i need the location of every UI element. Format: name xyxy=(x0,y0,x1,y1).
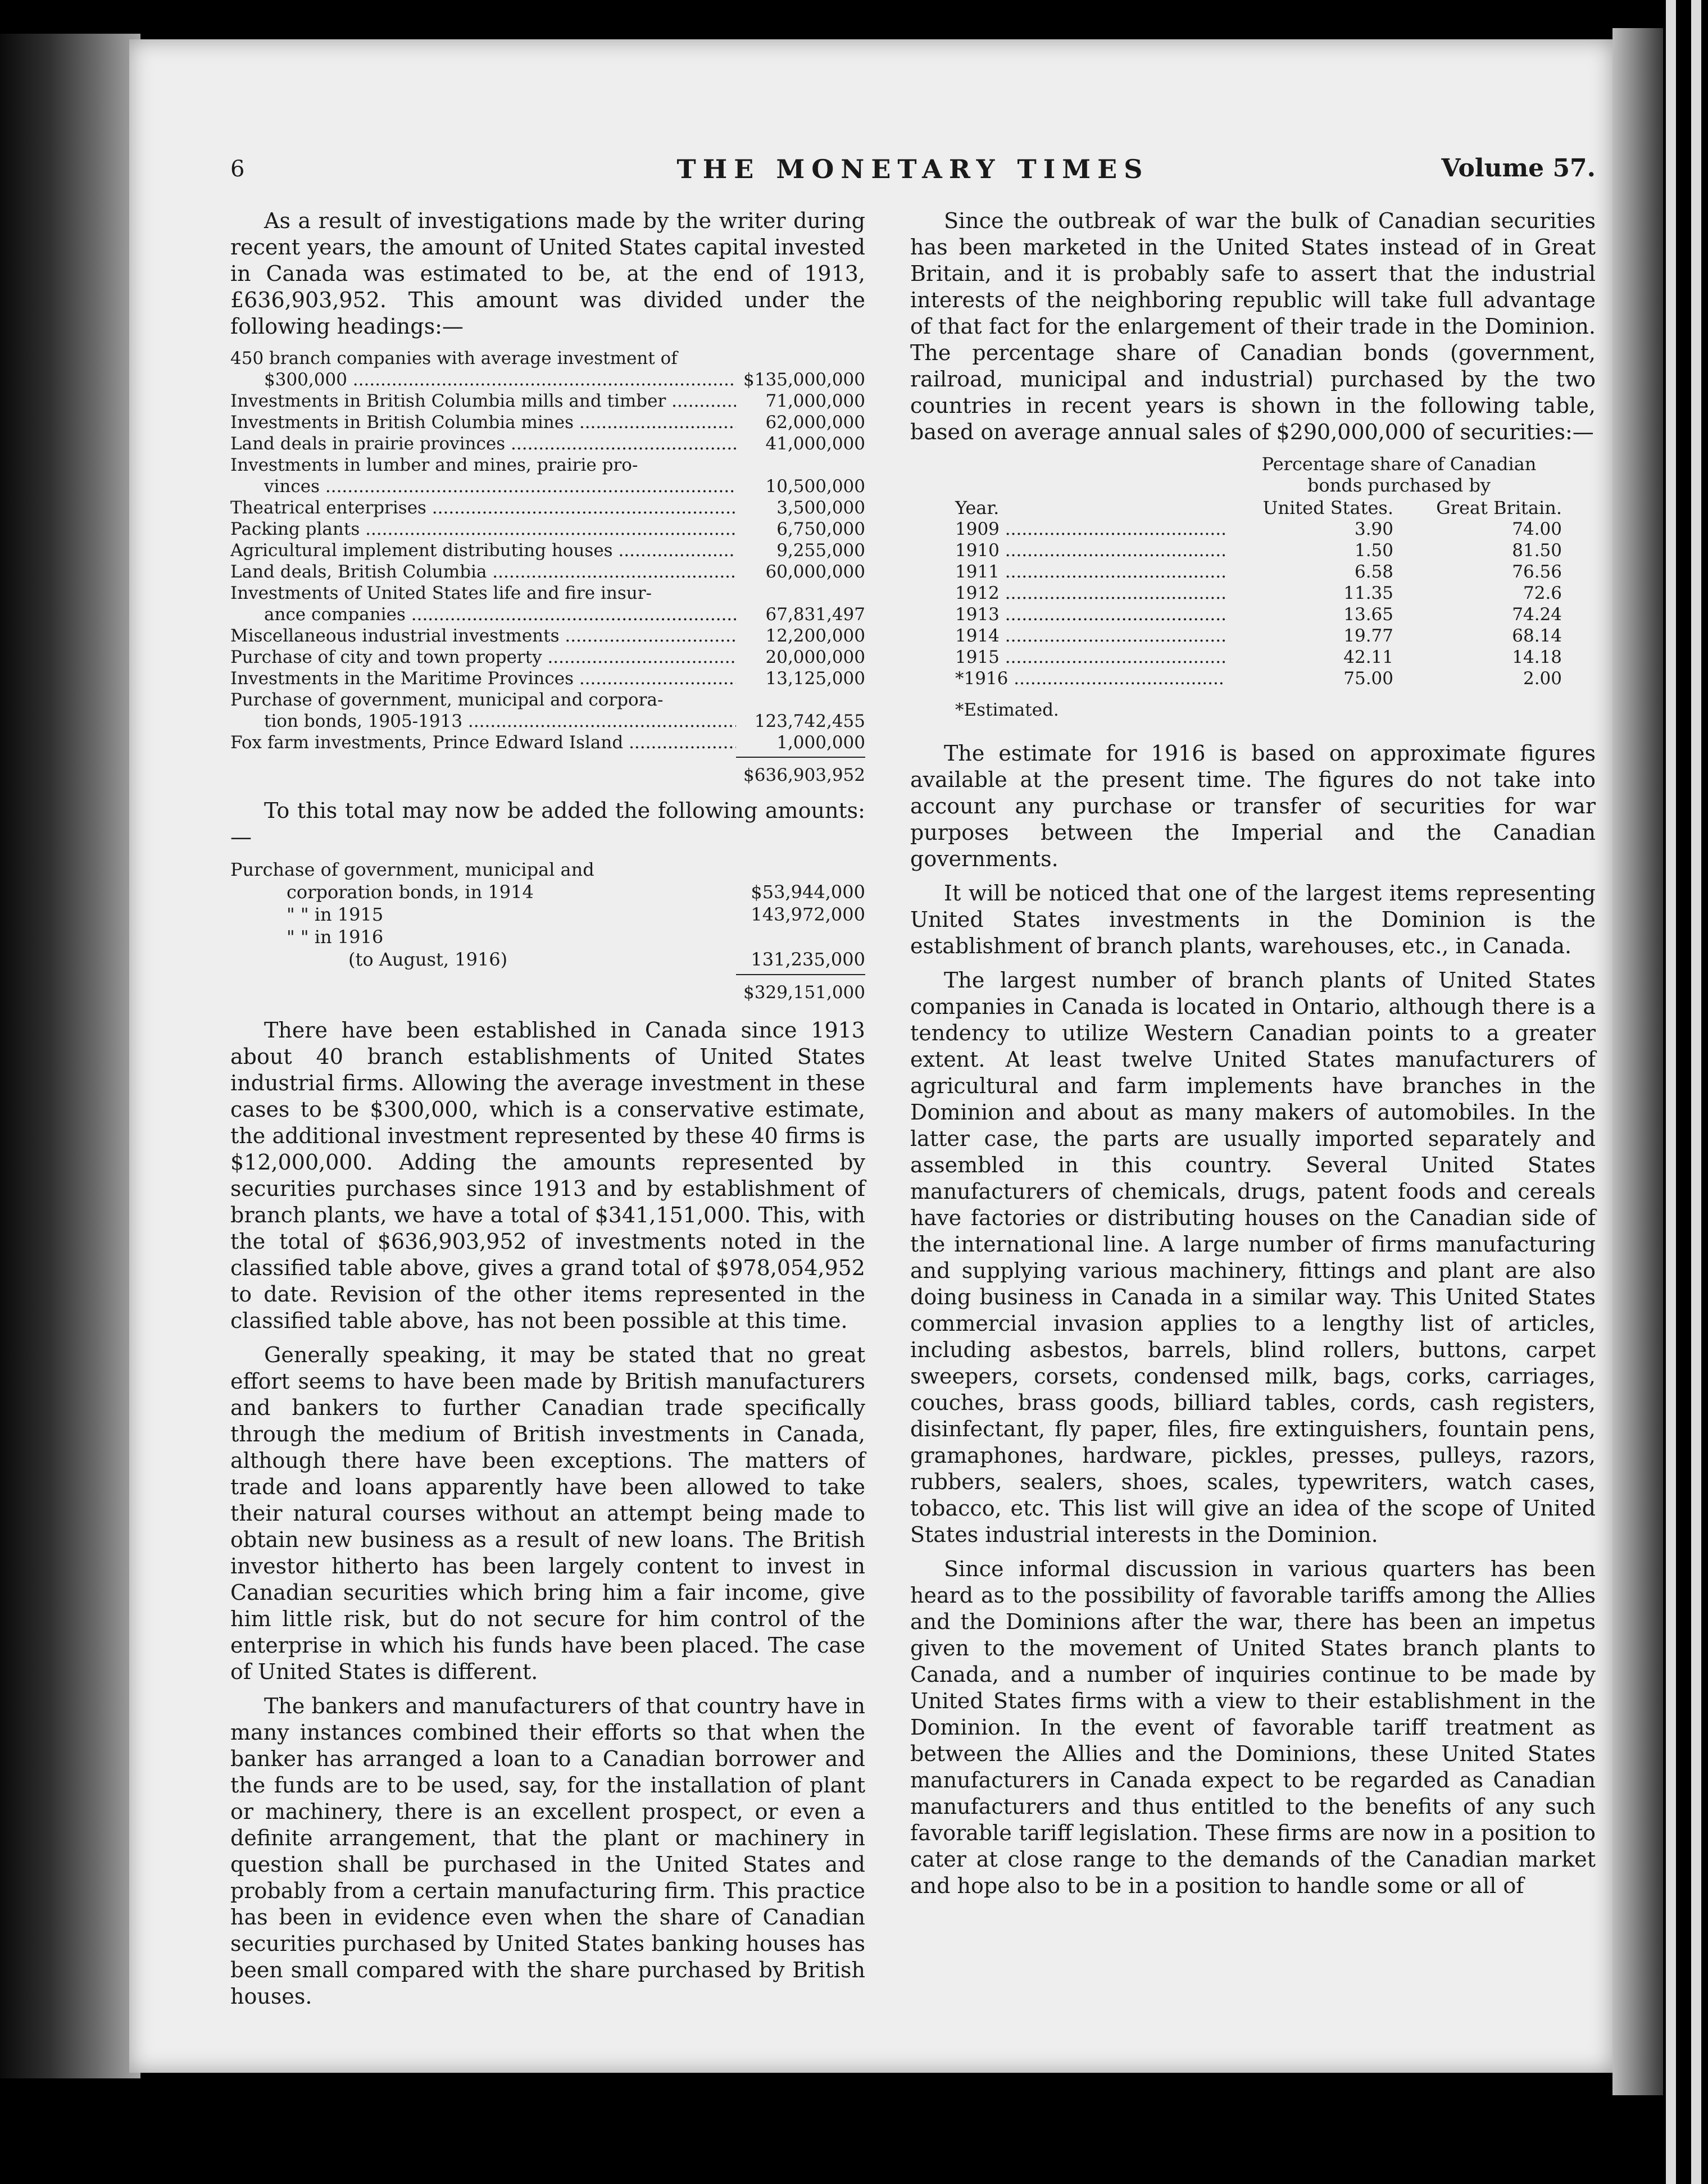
us-share-cell: 42.11 xyxy=(1343,647,1393,667)
volume-label: Volume 57. xyxy=(1441,154,1596,183)
gb-share-cell: 76.56 xyxy=(1512,562,1562,582)
addition-amount xyxy=(730,858,865,881)
us-share-cell: 19.77 xyxy=(1343,626,1393,646)
investment-amount: 12,200,000 xyxy=(765,626,865,646)
body-paragraph: The largest number of branch plants of United States companies in Canada is located in Ontario, although there is a tendency to utilize Western Canadian points to a greater extent. At least twelve United States manufacturers of agricultural and farm implements have branches in the Dominion and about as many makers of automobiles. In the latter case, the parts are usually imported separately and assembled in this country. Several United States manufacturers of chemicals, drugs, patent foods and cereals have factories or distributing houses on the Canadian side of the international line. A large number of firms manufacturing and supplying various machinery, fittings and plant are also doing business in Canada in a similar way. This United States commercial invasion applies to a lengthy list of articles, including asbestos, barrels, blind rollers, buttons, carpet sweepers, corsets, condensed milk, bags, corks, carriages, couches, brass goods, billiard tables, cords, cash registers, disinfectant, fly paper, files, fire extinguishers, fountain pens, gramaphones, hardware, pickles, presses, pulleys, razors, rubbers, sealers, shoes, scales, typewriters, watch cases, tobacco, etc. This list will give an idea of the scope of United States industrial interests in the Dominion. xyxy=(910,968,1596,1547)
year-cell: 1910 ..... xyxy=(910,540,1225,561)
additions-table xyxy=(230,858,865,971)
year-cell: 1914 ..... xyxy=(910,625,1225,647)
investment-label: Miscellaneous industrial investments ..... xyxy=(230,625,736,647)
body-paragraph: Since the outbreak of war the bulk of Canadian securities has been marketed in the United States instead of in Great Britain, and it is probably safe to assert that the industrial interests of the neighboring republic will take full advantage of that fact for the enlargement of their trade in the Dominion. The percentage share of Canadian bonds (government, railroad, municipal and industrial) purchased by the two countries in recent years is shown in the following table, based on average annual sales of $290,000,000 of securities:— xyxy=(910,208,1596,444)
investment-label: vinces ..... xyxy=(230,476,736,497)
investment-row xyxy=(230,412,865,433)
left-column xyxy=(230,208,865,2018)
investment-label: Agricultural implement distributing houses ..... xyxy=(230,540,736,561)
us-share-cell: 6.58 xyxy=(1354,562,1393,582)
investment-amount xyxy=(736,689,865,711)
year-cell: 1913 ..... xyxy=(910,604,1225,625)
body-paragraph: There have been established in Canada since 1913 about 40 branch establishments of United States industrial firms. Allowing the average investment in these cases to be $300,000, which is a conservative estimate, the additional investment represented by these 40 firms is $12,000,000. Adding the amounts represented by securities purchases since 1913 and by establishment of branch plants, we have a total of $341,151,000. This, with the total of $636,903,952 of investments noted in the classified table above, gives a grand total of $978,054,952 to date. Revision of the other items represented in the classified table above, has not been possible at this time. xyxy=(230,1018,865,1333)
investment-label: Purchase of government, municipal and corpora- xyxy=(230,690,664,710)
gb-share-cell: 72.6 xyxy=(1523,583,1562,603)
table-title-line: bonds purchased by xyxy=(1307,475,1491,496)
addition-row xyxy=(230,881,865,903)
scan-left-edge xyxy=(0,34,140,2078)
investment-row xyxy=(230,369,865,390)
addition-amount: 143,972,000 xyxy=(751,904,865,925)
addition-row xyxy=(230,903,865,926)
year-cell: 1911 ..... xyxy=(910,561,1225,583)
investment-amount: 60,000,000 xyxy=(765,562,865,582)
percentage-row xyxy=(910,625,1596,647)
addition-label: " " in 1916 xyxy=(287,926,384,948)
investment-row xyxy=(230,625,865,647)
addition-row xyxy=(230,858,865,881)
investment-amount: 71,000,000 xyxy=(765,391,865,411)
gb-share-cell: 74.24 xyxy=(1512,604,1562,625)
binding-stripe xyxy=(1691,0,1701,2184)
investment-row xyxy=(230,433,865,454)
publication-title: THE MONETARY TIMES xyxy=(676,154,1150,184)
investment-amount: 9,255,000 xyxy=(776,540,865,561)
addition-row xyxy=(230,926,865,948)
body-paragraph: The estimate for 1916 is based on approximate figures available at the present time. The figures do not take into account any purchase or transfer of securities for war purposes between the Imperial and the Canadian governments. xyxy=(910,741,1596,871)
document-page xyxy=(129,39,1612,2073)
investment-row xyxy=(230,390,865,412)
investment-row xyxy=(230,540,865,561)
addition-amount xyxy=(730,926,865,948)
percentage-row xyxy=(910,647,1596,668)
investment-label: Investments in British Columbia mines ..... xyxy=(230,412,736,433)
investment-row xyxy=(230,732,865,753)
gb-share-cell: 14.18 xyxy=(1512,647,1562,667)
us-share-cell: 13.65 xyxy=(1343,604,1393,625)
right-column xyxy=(910,208,1596,1907)
investment-amount: 67,831,497 xyxy=(765,604,865,625)
total-rule xyxy=(736,757,865,758)
gb-share-cell: 74.00 xyxy=(1512,519,1562,539)
investment-table xyxy=(230,348,865,753)
percentage-row xyxy=(910,561,1596,583)
scan-right-gutter xyxy=(1612,28,1663,2095)
investment-row xyxy=(230,476,865,497)
additions-intro: To this total may now be added the following amounts:— xyxy=(230,798,865,849)
us-share-cell: 11.35 xyxy=(1343,583,1393,603)
column-header-gb: Great Britain. xyxy=(1436,497,1562,518)
intro-paragraph: As a result of investigations made by the writer during recent years, the amount of United States capital invested in Canada was estimated to be, at the end of 1913, £636,903,952. This amount was divided under the following headings:— xyxy=(230,208,865,339)
investment-label: Theatrical enterprises ..... xyxy=(230,497,736,518)
investment-row xyxy=(230,561,865,583)
investment-label: 450 branch companies with average investment of xyxy=(230,348,678,368)
additions-total: $329,151,000 xyxy=(743,982,865,1003)
column-header-us: United States. xyxy=(1262,497,1393,518)
year-cell: 1909 ..... xyxy=(910,518,1225,540)
investment-amount: 123,742,455 xyxy=(754,711,865,731)
addition-label: " " in 1915 xyxy=(287,904,384,925)
percentage-row xyxy=(910,518,1596,540)
investment-amount: 62,000,000 xyxy=(765,412,865,433)
investment-row xyxy=(230,689,865,711)
investment-label: ance companies ..... xyxy=(230,604,736,625)
investment-row xyxy=(230,518,865,540)
investment-label: Investments in the Maritime Provinces ..... xyxy=(230,668,736,689)
percentage-row xyxy=(910,604,1596,625)
investment-amount: 1,000,000 xyxy=(776,732,865,753)
percentage-table xyxy=(910,518,1596,689)
investment-amount xyxy=(736,348,865,369)
investment-label: Fox farm investments, Prince Edward Island ..... xyxy=(230,732,736,753)
us-share-cell: 3.90 xyxy=(1354,519,1393,539)
table-title-line: Percentage share of Canadian xyxy=(1261,453,1537,475)
body-paragraph: Generally speaking, it may be stated that no great effort seems to have been made by British manufacturers and bankers to further Canadian trade specifically through the medium of British investments in Canada, although there have been exceptions. The matters of trade and loans apparently have been allowed to take their natural courses without an attempt being made to obtain new business as a result of new loans. The British investor hitherto has been largely content to invest in Canadian securities which bring him a fair income, give him little risk, but do not secure for him control of the enterprise in which his funds have been placed. The case of United States is different. xyxy=(230,1343,865,1684)
investment-row xyxy=(230,668,865,689)
gb-share-cell: 81.50 xyxy=(1512,540,1562,561)
addition-label: (to August, 1916) xyxy=(348,949,508,970)
us-share-cell: 1.50 xyxy=(1354,540,1393,561)
table-footnote: *Estimated. xyxy=(955,700,1059,720)
investment-row xyxy=(230,604,865,625)
investment-label: Investments of United States life and fire insur- xyxy=(230,583,652,603)
percentage-row xyxy=(910,668,1596,689)
investment-row xyxy=(230,348,865,369)
table-title xyxy=(1202,453,1596,496)
column-header-year: Year. xyxy=(955,497,1000,518)
page-header xyxy=(230,146,1596,197)
investment-row xyxy=(230,647,865,668)
page-number: 6 xyxy=(230,156,245,182)
investment-label: tion bonds, 1905-1913 ..... xyxy=(230,711,736,732)
year-cell: 1912 ..... xyxy=(910,583,1225,604)
binding-stripe xyxy=(1666,0,1676,2184)
gb-share-cell: 2.00 xyxy=(1523,668,1562,689)
investment-amount: 13,125,000 xyxy=(765,668,865,689)
investment-label: Land deals in prairie provinces ..... xyxy=(230,433,736,454)
investment-amount xyxy=(736,454,865,476)
investment-amount: 6,750,000 xyxy=(776,519,865,539)
addition-amount: 131,235,000 xyxy=(751,949,865,970)
investment-total: $636,903,952 xyxy=(743,765,865,785)
us-share-cell: 75.00 xyxy=(1343,668,1393,689)
investment-row xyxy=(230,454,865,476)
investment-amount: 3,500,000 xyxy=(776,498,865,518)
percentage-row xyxy=(910,583,1596,604)
investment-row xyxy=(230,583,865,604)
table-header-row xyxy=(910,497,1596,518)
addition-row xyxy=(230,948,865,971)
investment-label: Land deals, British Columbia ..... xyxy=(230,561,736,583)
year-cell: 1915 ..... xyxy=(910,647,1225,668)
gb-share-cell: 68.14 xyxy=(1512,626,1562,646)
percentage-row xyxy=(910,540,1596,561)
investment-amount xyxy=(736,583,865,604)
investment-amount: 41,000,000 xyxy=(765,434,865,454)
investment-label: $300,000 ..... xyxy=(230,369,736,390)
addition-label: corporation bonds, in 1914 xyxy=(287,881,534,903)
investment-row xyxy=(230,711,865,732)
investment-amount: 10,500,000 xyxy=(765,476,865,497)
investment-amount: 20,000,000 xyxy=(765,647,865,667)
investment-amount: $135,000,000 xyxy=(743,370,865,390)
investment-label: Investments in lumber and mines, prairie pro- xyxy=(230,455,638,475)
investment-label: Packing plants ..... xyxy=(230,518,736,540)
investment-label: Investments in British Columbia mills and timber ..... xyxy=(230,390,736,412)
body-paragraph: Since informal discussion in various quarters has been heard as to the possibility of favorable tariffs among the Allies and the Dominions after the war, there has been an impetus given to the movement of United States branch plants to Canada, and a number of inquiries continue to be made by United States firms with a view to their establishment in the Dominion. In the event of favorable tariff treatment as between the Allies and the Dominions, these United States manufacturers in Canada expect to be regarded as Canadian manufacturers and thus entitled to the benefits of any such favorable tariff legislation. These firms are now in a position to cater at close range to the demands of the Canadian market and hope also to be in a position to handle some or all of xyxy=(910,1557,1596,1898)
investment-row xyxy=(230,497,865,518)
year-cell: *1916 ..... xyxy=(910,668,1225,689)
addition-amount: $53,944,000 xyxy=(751,881,865,903)
body-paragraph: It will be noticed that one of the largest items representing United States investments in the Dominion is the establishment of branch plants, warehouses, etc., in Canada. xyxy=(910,881,1596,958)
total-rule xyxy=(736,974,865,975)
addition-label: Purchase of government, municipal and xyxy=(230,859,594,880)
body-paragraph: The bankers and manufacturers of that country have in many instances combined their efforts so that when the banker has arranged a loan to a Canadian borrower and the funds are to be used, say, for the installation of plant or machinery, there is an excellent prospect, or even a definite arrangement, that the plant or machinery in question shall be purchased in the United States and probably from a certain manufacturing firm. This practice has been in evidence even when the share of Canadian securities purchased by United States banking houses has been small compared with the share purchased by British houses. xyxy=(230,1694,865,2009)
investment-label: Purchase of city and town property ..... xyxy=(230,647,736,668)
